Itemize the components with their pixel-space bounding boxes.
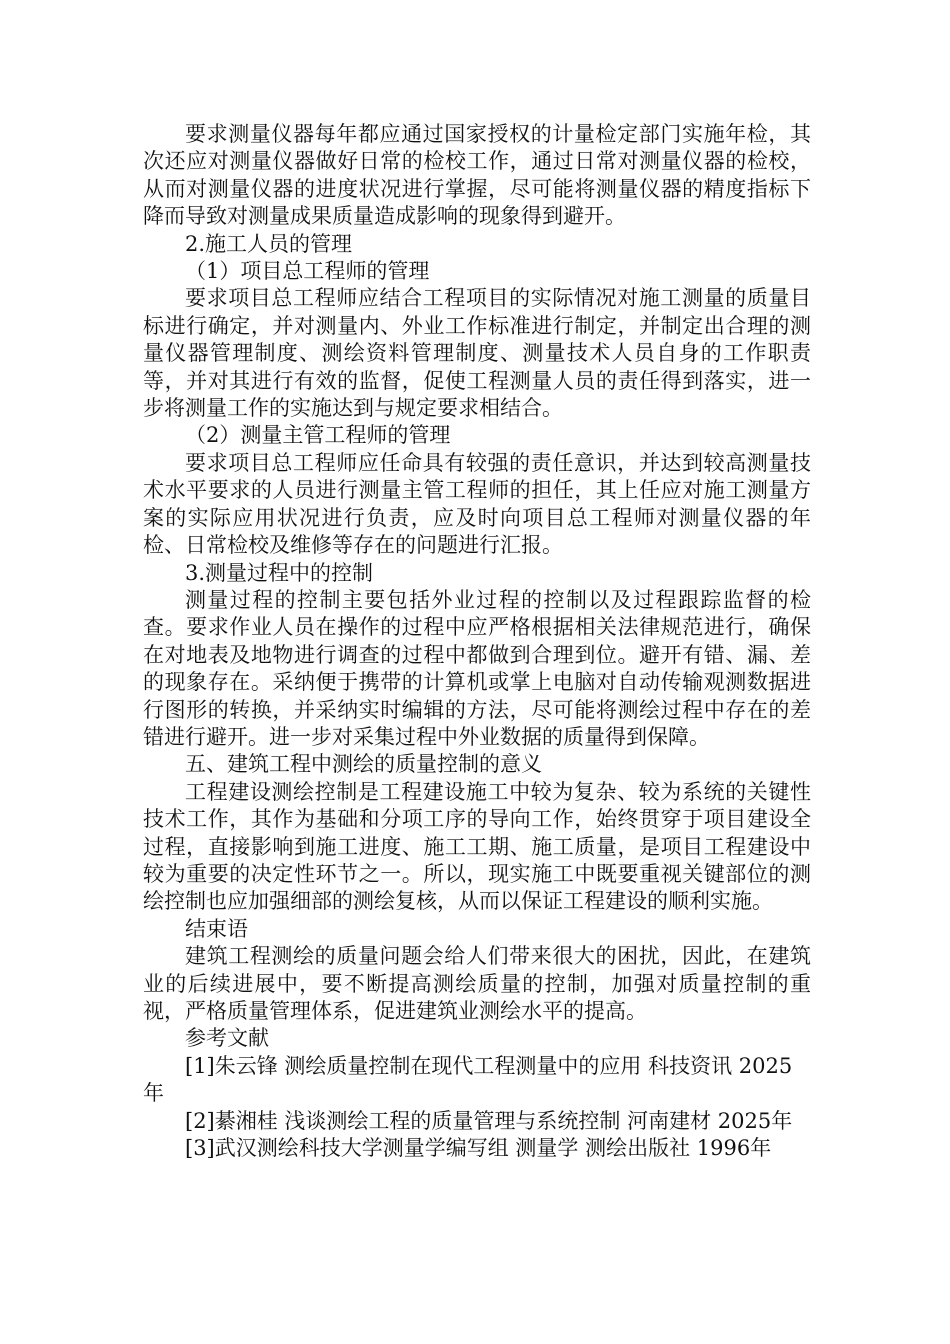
heading-references: 参考文献 (185, 1026, 269, 1051)
subheading-chief-engineer: （1）项目总工程师的管理 (185, 259, 430, 284)
heading-process-control: 3.测量过程中的控制 (185, 560, 374, 585)
paragraph-significance: 工程建设测绘控制是工程建设施工中较为复杂、较为系统的关键性技术工作，其作为基础和分项工序的导向工作，始终贯穿于项目建设全过程，直接影响到施工进度、施工工期、施工质量，是项目工程建设中较为重要的决定性环节之一。所以，现实施工中既要重视关键部位的测绘控制也应加强细部的测绘复核，从而以保证工程建设的顺利实施。 (143, 779, 811, 914)
reference-item: [3]武汉测绘科技大学测量学编写组 测量学 测绘出版社 1996年 (185, 1136, 772, 1161)
paragraph-conclusion: 建筑工程测绘的质量问题会给人们带来很大的困扰，因此，在建筑业的后续进展中，要不断提高测绘质量的控制，加强对质量控制的重视，严格质量管理体系，促进建筑业测绘水平的提高。 (143, 944, 811, 1023)
heading-staff-management: 2.施工人员的管理 (185, 231, 353, 256)
subheading-survey-supervisor: （2）测量主管工程师的管理 (185, 423, 451, 448)
heading-significance: 五、建筑工程中测绘的质量控制的意义 (185, 752, 542, 777)
document-page (143, 121, 811, 1162)
paragraph-instrument-inspection: 要求测量仪器每年都应通过国家授权的计量检定部门实施年检，其次还应对测量仪器做好日常的检校工作，通过日常对测量仪器的检校，从而对测量仪器的进度状况进行掌握，尽可能将测量仪器的精度指标下降而导致对测量成果质量造成影响的现象得到避开。 (143, 122, 811, 229)
heading-conclusion: 结束语 (185, 916, 248, 941)
paragraph-process-control: 测量过程的控制主要包括外业过程的控制以及过程跟踪监督的检查。要求作业人员在操作的过程中应严格根据相关法律规范进行，确保在对地表及地物进行调查的过程中都做到合理到位。避开有错、漏、差的现象存在。采纳便于携带的计算机或掌上电脑对自动传输观测数据进行图形的转换，并采纳实时编辑的方法，尽可能将测绘过程中存在的差错进行避开。进一步对采集过程中外业数据的质量得到保障。 (143, 587, 811, 749)
reference-item: [1]朱云锋 测绘质量控制在现代工程测量中的应用 科技资讯 2025年 (143, 1053, 793, 1106)
paragraph-survey-supervisor: 要求项目总工程师应任命具有较强的责任意识，并达到较高测量技术水平要求的人员进行测量主管工程师的担任，其上任应对施工测量方案的实际应用状况进行负责，应及时向项目总工程师对测量仪器的年检、日常检校及维修等存在的问题进行汇报。 (143, 450, 811, 558)
paragraph-chief-engineer: 要求项目总工程师应结合工程项目的实际情况对施工测量的质量目标进行确定，并对测量内、外业工作标准进行制定，并制定出合理的测量仪器管理制度、测绘资料管理制度、测量技术人员自身的工作职责等，并对其进行有效的监督，促使工程测量人员的责任得到落实，进一步将测量工作的实施达到与规定要求相结合。 (143, 286, 811, 421)
reference-item: [2]綦湘桂 浅谈测绘工程的质量管理与系统控制 河南建材 2025年 (185, 1108, 793, 1133)
